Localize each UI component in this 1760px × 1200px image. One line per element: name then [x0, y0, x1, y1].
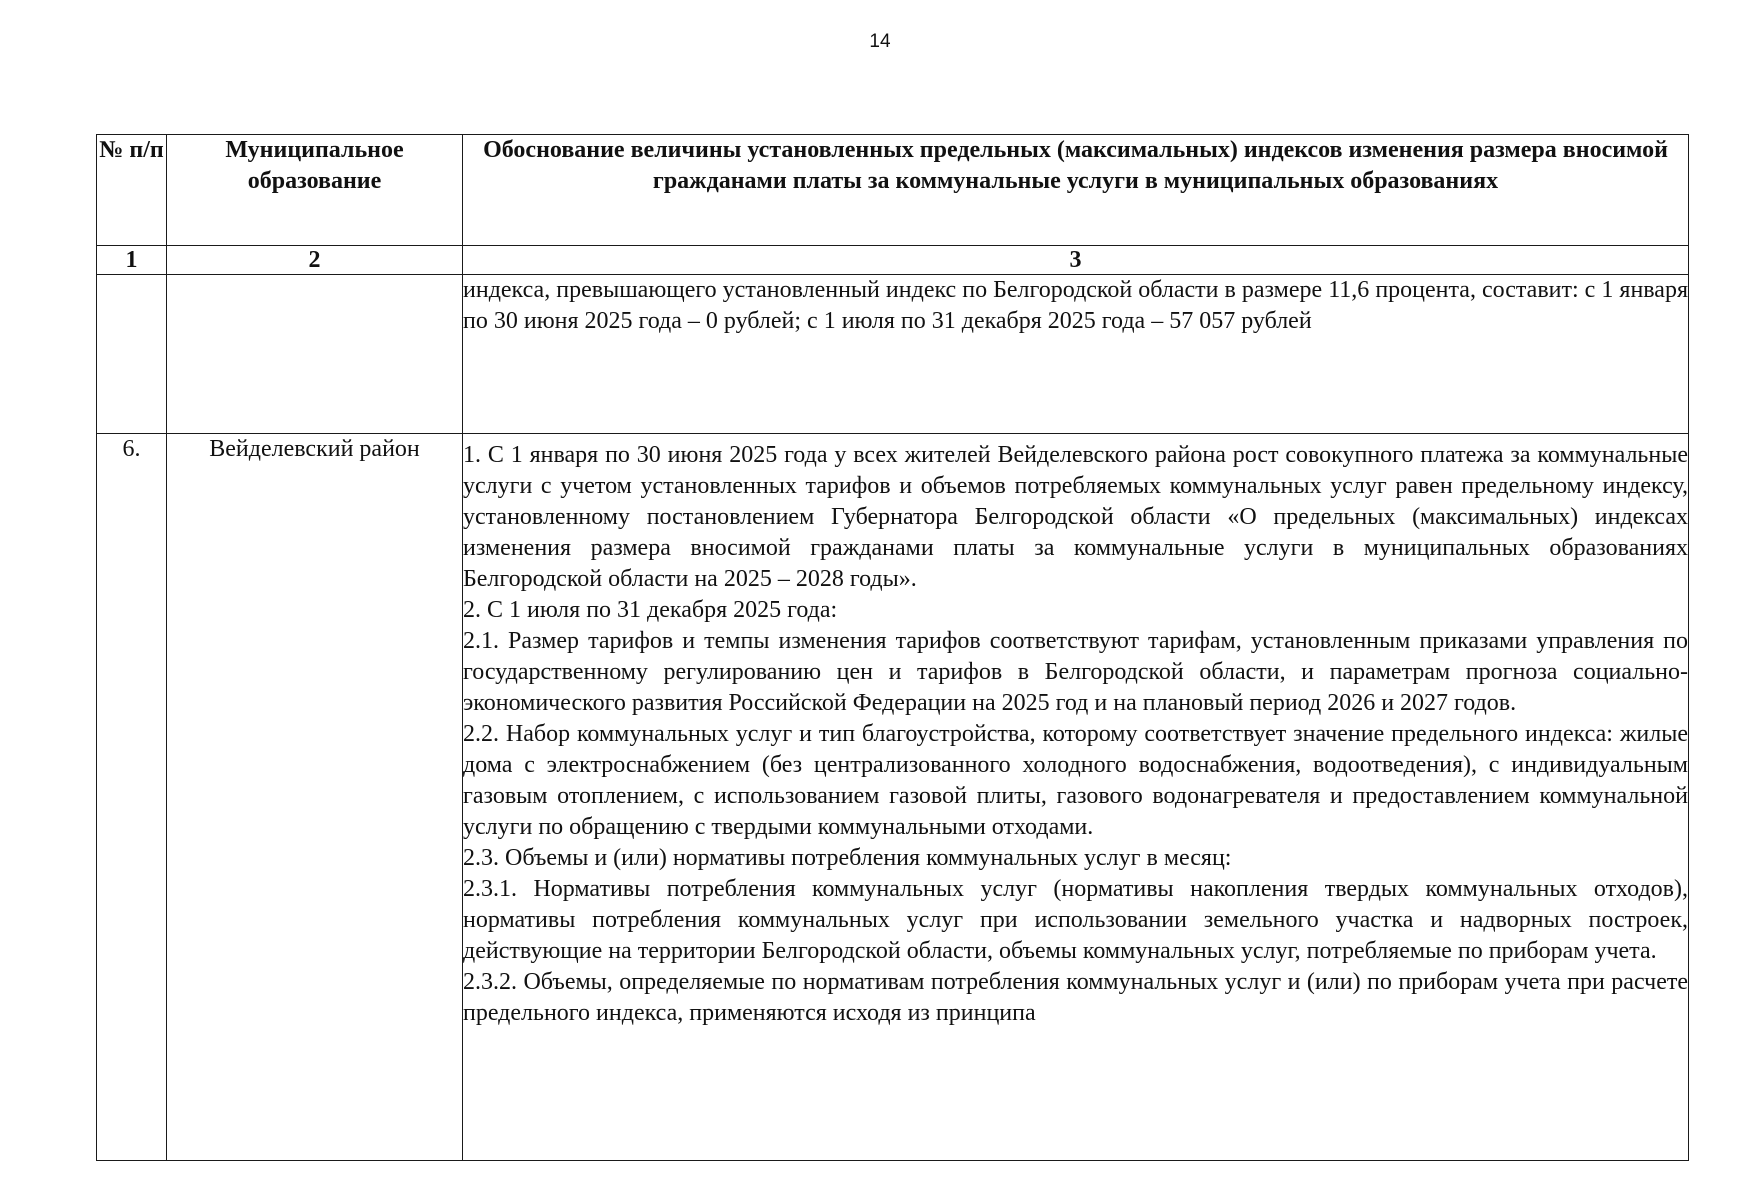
table-row: [97, 434, 1689, 1161]
paragraph-2-3-2: 2.3.2. Объемы, определяемые по нормативам потребления коммунальных услуг и (или) по приборам учета при расчете предельного индекса, применяются исходя из принципа: [463, 969, 1688, 1026]
paragraph-2-3: 2.3. Объемы и (или) нормативы потребления коммунальных услуг в месяц:: [463, 845, 1232, 871]
justification-table: [96, 134, 1689, 1161]
continuation-text-cell: [463, 275, 1689, 434]
row-justification: [463, 434, 1689, 1161]
column-number-2: 2: [167, 246, 463, 275]
header-justification: Обоснование величины установленных предельных (максимальных) индексов изменения размера вносимой гражданами платы за коммунальные услуги в муниципальных образованиях: [463, 135, 1689, 246]
paragraph-2-2: 2.2. Набор коммунальных услуг и тип благоустройства, которому соответствует значение предельного индекса: жилые дома с электроснабжением (без централизованного холодного водоснабжения, водоотведения), с индивидуальным газовым отоплением, с использованием газовой плиты, газового водонагревателя и предоставлением коммунальной услуги по обращению с твердыми коммунальными отходами.: [463, 721, 1688, 840]
header-municipality: Муниципальное образование: [167, 135, 463, 246]
paragraph-2-1: 2.1. Размер тарифов и темпы изменения тарифов соответствуют тарифам, установленным приказами управления по государственному регулированию цен и тарифов в Белгородской области, и параметрам прогноза социально-экономического развития Российской Федерации на 2025 год и на плановый период 2026 и 2027 годов.: [463, 628, 1688, 716]
column-number-1: 1: [97, 246, 167, 275]
row-number: 6.: [97, 434, 167, 1161]
continuation-paragraph: индекса, превышающего установленный индекс по Белгородской области в размере 11,6 процента, составит: с 1 января по 30 июня 2025 года – 0 рублей; с 1 июля по 31 декабря 2025 года – 57 057 рублей: [463, 277, 1688, 334]
continuation-municipality-cell: [167, 275, 463, 434]
header-number: № п/п: [97, 135, 167, 246]
table-header-row: [97, 135, 1689, 246]
row-municipality: Вейделевский район: [167, 434, 463, 1161]
column-number-3: 3: [463, 246, 1689, 275]
continuation-number-cell: [97, 275, 167, 434]
paragraph-2: 2. С 1 июля по 31 декабря 2025 года:: [463, 597, 838, 623]
column-numbers-row: [97, 246, 1689, 275]
paragraph-2-3-1: 2.3.1. Нормативы потребления коммунальных услуг (нормативы накопления твердых коммунальных отходов), нормативы потребления коммунальных услуг при использовании земельного участка и надворных построек, действующие на территории Белгородской области, объемы коммунальных услуг, потребляемые по приборам учета.: [463, 876, 1688, 964]
paragraph-1: 1. С 1 января по 30 июня 2025 года у всех жителей Вейделевского района рост совокупного платежа за коммунальные услуги с учетом установленных тарифов и объемов потребляемых коммунальных услуг равен предельному индексу, установленному постановлением Губернатора Белгородской области «О предельных (максимальных) индексах изменения размера вносимой гражданами платы за коммунальные услуги в муниципальных образованиях Белгородской области на 2025 – 2028 годы».: [463, 442, 1688, 592]
table-row-continuation: [97, 275, 1689, 434]
page-number: 14: [869, 31, 891, 52]
